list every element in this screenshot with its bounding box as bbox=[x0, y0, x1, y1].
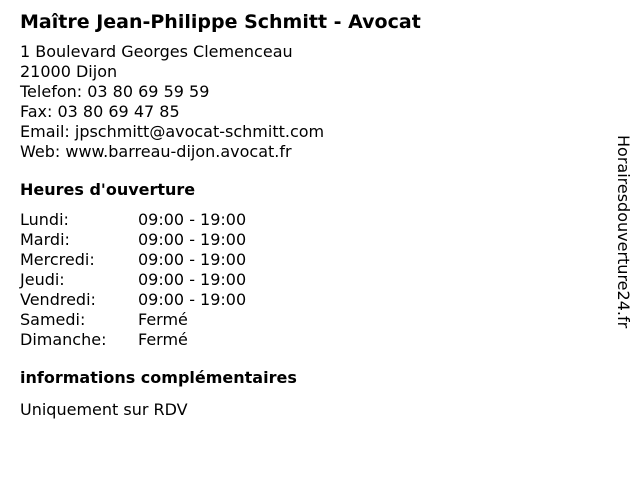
hours-row-lundi bbox=[20, 210, 580, 230]
business-card bbox=[20, 10, 580, 420]
hours-day: Mercredi: bbox=[20, 250, 95, 269]
address-line-1: 1 Boulevard Georges Clemenceau bbox=[20, 42, 293, 61]
email-line: Email: jpschmitt@avocat-schmitt.com bbox=[20, 122, 325, 141]
hours-day: Mardi: bbox=[20, 230, 70, 249]
hours-time: Fermé bbox=[138, 330, 188, 349]
hours-time: 09:00 - 19:00 bbox=[138, 270, 247, 289]
hours-row-mercredi bbox=[20, 250, 580, 270]
phone-line: Telefon: 03 80 69 59 59 bbox=[20, 82, 210, 101]
hours-time: Fermé bbox=[138, 310, 188, 329]
hours-day: Vendredi: bbox=[20, 290, 96, 309]
hours-heading: Heures d'ouverture bbox=[20, 180, 196, 199]
hours-row-dimanche bbox=[20, 330, 580, 350]
hours-day: Dimanche: bbox=[20, 330, 107, 349]
contact-block bbox=[20, 42, 580, 162]
web-line: Web: www.barreau-dijon.avocat.fr bbox=[20, 142, 292, 161]
hours-row-jeudi bbox=[20, 270, 580, 290]
info-text: Uniquement sur RDV bbox=[20, 400, 188, 419]
hours-row-mardi bbox=[20, 230, 580, 250]
site-watermark-label: Horairesdouverture24.fr bbox=[614, 135, 633, 329]
hours-time: 09:00 - 19:00 bbox=[138, 290, 247, 309]
hours-time: 09:00 - 19:00 bbox=[138, 230, 247, 249]
info-heading: informations complémentaires bbox=[20, 368, 297, 387]
hours-row-vendredi bbox=[20, 290, 580, 310]
hours-time: 09:00 - 19:00 bbox=[138, 210, 247, 229]
hours-row-samedi bbox=[20, 310, 580, 330]
hours-day: Samedi: bbox=[20, 310, 86, 329]
fax-line: Fax: 03 80 69 47 85 bbox=[20, 102, 180, 121]
hours-table bbox=[20, 210, 580, 350]
address-line-2: 21000 Dijon bbox=[20, 62, 118, 81]
hours-day: Lundi: bbox=[20, 210, 69, 229]
hours-time: 09:00 - 19:00 bbox=[138, 250, 247, 269]
page-title: Maître Jean-Philippe Schmitt - Avocat bbox=[20, 11, 421, 33]
hours-day: Jeudi: bbox=[20, 270, 65, 289]
